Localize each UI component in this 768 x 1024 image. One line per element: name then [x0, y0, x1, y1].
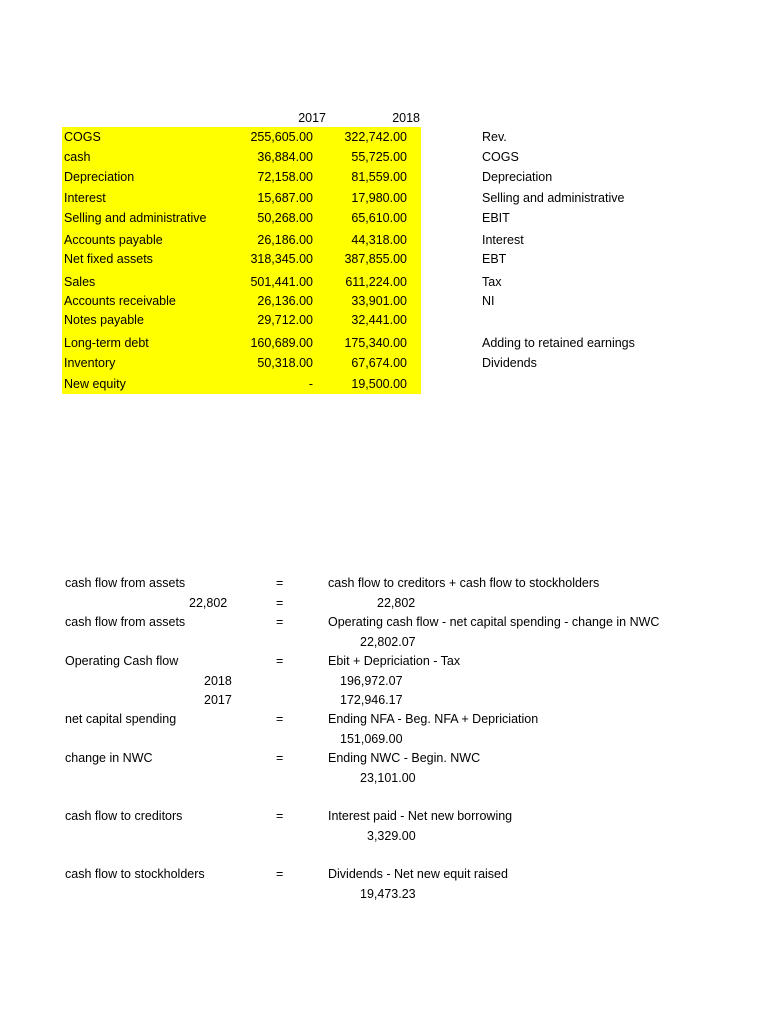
value-2017: 501,441.00	[250, 275, 313, 289]
row-label: COGS	[64, 130, 101, 144]
table-row	[62, 333, 421, 353]
table-row	[62, 374, 421, 394]
table-row	[62, 291, 421, 311]
cf-assets-formula-2: Operating cash flow - net capital spending - change in NWC	[328, 615, 660, 629]
row-label: Inventory	[64, 356, 116, 370]
income-label-selling-admin: Selling and administrative	[482, 191, 625, 205]
cf-assets-label: cash flow from assets	[65, 576, 186, 590]
value-2017: 15,687.00	[257, 191, 313, 205]
ocf-label: Operating Cash flow	[65, 654, 179, 668]
cf-assets-label-2: cash flow from assets	[65, 615, 186, 629]
value-2018: 322,742.00	[344, 130, 407, 144]
value-2017: 36,884.00	[257, 150, 313, 164]
ocf-value-2018: 196,972.07	[340, 674, 403, 688]
equals-sign: =	[276, 809, 284, 823]
value-2018: 611,224.00	[345, 275, 407, 289]
income-label-depreciation: Depreciation	[482, 170, 553, 184]
value-2018: 44,318.00	[351, 233, 407, 247]
value-2018: 33,901.00	[351, 294, 407, 308]
row-label: Accounts receivable	[64, 294, 176, 308]
value-2018: 17,980.00	[351, 191, 407, 205]
table-row	[62, 188, 421, 208]
table-row	[62, 249, 421, 269]
row-label: Accounts payable	[64, 233, 163, 247]
ocf-formula: Ebit + Depriciation - Tax	[328, 654, 461, 668]
cf-creditors-formula: Interest paid - Net new borrowing	[328, 809, 513, 823]
cf-creditors-value: 3,329.00	[367, 829, 416, 843]
cf-stockholders-label: cash flow to stockholders	[65, 867, 205, 881]
row-label: Long-term debt	[64, 336, 149, 350]
table-row	[62, 167, 421, 187]
value-2018: 19,500.00	[351, 377, 407, 391]
row-label: Selling and administrative	[64, 211, 207, 225]
value-2017: 26,136.00	[257, 294, 313, 308]
cf-stockholders-formula: Dividends - Net new equit raised	[328, 867, 508, 881]
equals-sign: =	[276, 712, 284, 726]
net-capital-spending-value: 151,069.00	[340, 732, 403, 746]
change-nwc-value: 23,101.00	[360, 771, 416, 785]
change-nwc-label: change in NWC	[65, 751, 153, 765]
value-2018: 65,610.00	[351, 211, 407, 225]
cf-assets-formula: cash flow to creditors + cash flow to stockholders	[328, 576, 600, 590]
cf-assets-result: 22,802.07	[360, 635, 416, 649]
equals-sign: =	[276, 615, 284, 629]
value-2017: 255,605.00	[250, 130, 313, 144]
value-2018: 32,441.00	[351, 313, 407, 327]
income-label-ni: NI	[482, 294, 495, 308]
row-label: Interest	[64, 191, 106, 205]
table-row	[62, 272, 421, 292]
cf-assets-value-right: 22,802	[377, 596, 416, 610]
income-label-rev: Rev.	[482, 130, 507, 144]
value-2017: 318,345.00	[250, 252, 313, 266]
equals-sign: =	[276, 654, 284, 668]
value-2018: 81,559.00	[351, 170, 407, 184]
value-2017: 26,186.00	[257, 233, 313, 247]
net-capital-spending-label: net capital spending	[65, 712, 177, 726]
income-label-retained-earnings: Adding to retained earnings	[482, 336, 635, 350]
table-row	[62, 230, 421, 250]
table-row	[62, 353, 421, 373]
value-2017: -	[308, 377, 313, 391]
equals-sign: =	[276, 576, 284, 590]
value-2018: 175,340.00	[344, 336, 407, 350]
value-2017: 29,712.00	[257, 313, 313, 327]
change-nwc-formula: Ending NWC - Begin. NWC	[328, 751, 481, 765]
income-label-ebit: EBIT	[482, 211, 510, 225]
value-2018: 387,855.00	[344, 252, 407, 266]
row-label: Net fixed assets	[64, 252, 153, 266]
row-label: cash	[64, 150, 91, 164]
value-2018: 55,725.00	[351, 150, 407, 164]
table-row	[62, 147, 421, 167]
ocf-year-2018: 2018	[204, 674, 232, 688]
income-label-interest: Interest	[482, 233, 524, 247]
table-row	[62, 208, 421, 228]
cf-creditors-label: cash flow to creditors	[65, 809, 183, 823]
row-label: Sales	[64, 275, 96, 289]
income-label-ebt: EBT	[482, 252, 507, 266]
row-label: Depreciation	[64, 170, 135, 184]
cf-assets-value-left: 22,802	[189, 596, 228, 610]
value-2018: 67,674.00	[351, 356, 407, 370]
value-2017: 50,318.00	[257, 356, 313, 370]
equals-sign: =	[276, 596, 284, 610]
income-label-dividends: Dividends	[482, 356, 537, 370]
row-label: New equity	[64, 377, 126, 391]
income-label-cogs: COGS	[482, 150, 519, 164]
header-2017: 2017	[298, 111, 326, 125]
table-row	[62, 127, 421, 147]
ocf-year-2017: 2017	[204, 693, 232, 707]
cf-stockholders-value: 19,473.23	[360, 887, 416, 901]
ocf-value-2017: 172,946.17	[340, 693, 403, 707]
equals-sign: =	[276, 867, 284, 881]
net-capital-spending-formula: Ending NFA - Beg. NFA + Depriciation	[328, 712, 539, 726]
table-row	[62, 310, 421, 330]
value-2017: 50,268.00	[257, 211, 313, 225]
value-2017: 160,689.00	[250, 336, 313, 350]
row-label: Notes payable	[64, 313, 144, 327]
value-2017: 72,158.00	[257, 170, 313, 184]
equals-sign: =	[276, 751, 284, 765]
header-2018: 2018	[392, 111, 420, 125]
income-label-tax: Tax	[482, 275, 502, 289]
